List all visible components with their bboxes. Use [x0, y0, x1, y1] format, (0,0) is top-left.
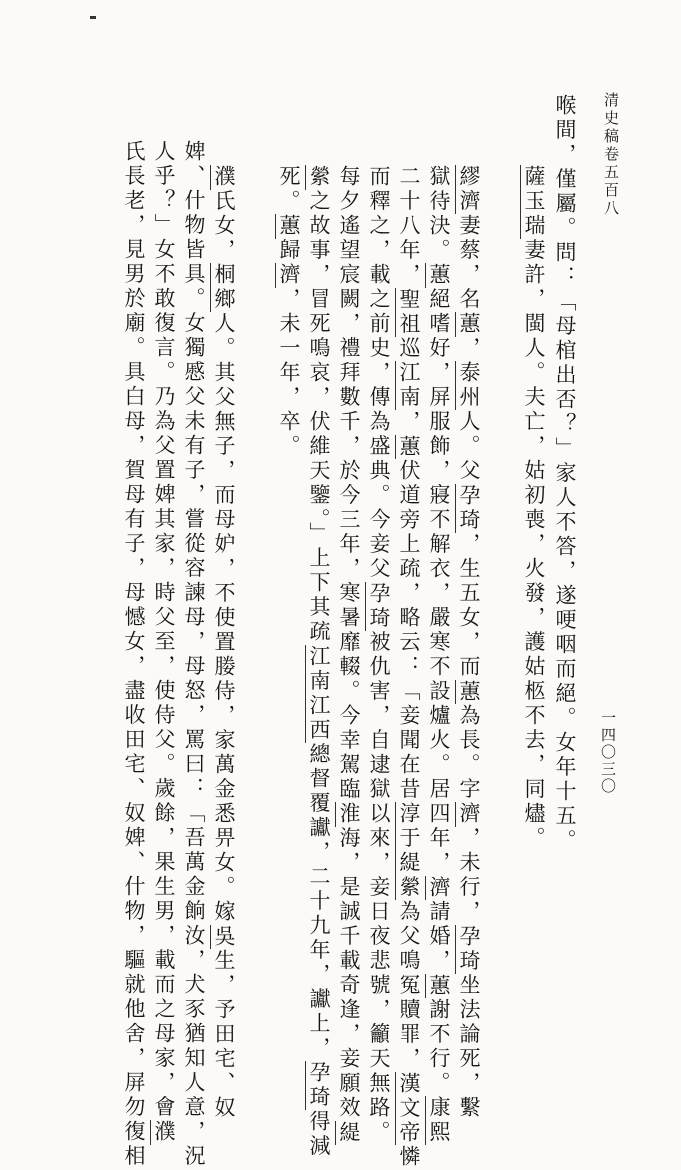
proper-name: 濮: [212, 165, 236, 190]
running-header: 清史稿卷五百八: [602, 92, 620, 218]
text-run: 得減: [307, 1110, 331, 1159]
proper-name: 聖祖: [397, 287, 421, 337]
text-run: 人。父: [457, 410, 481, 484]
text-run: 二十八年，: [397, 165, 421, 288]
text-run: ，生五女，而: [457, 532, 481, 680]
text-run: 妻許，閩人。夫亡，姑初喪，火發，護姑柩不去，同燼。: [522, 238, 546, 851]
text-run: 人乎？」女不敢復言。乃為父置婢其家，時父至，使侍父。歲餘，果生男，載而之母家，會: [152, 140, 176, 1120]
proper-name: 蕙: [397, 434, 421, 459]
text-run: 伏道旁上疏，略云：「妾聞在昔: [397, 459, 421, 802]
text-column: [182, 140, 206, 1169]
text-run: 憐: [397, 1145, 421, 1170]
proper-name: 濟: [427, 875, 451, 900]
proper-name: 濟: [457, 802, 481, 827]
text-run: 絕嗜好，屏服飾，寢不解衣，嚴寒不設爐火。居四年，: [427, 287, 451, 876]
proper-name: 薩玉瑞: [522, 165, 546, 239]
proper-name: 江南江西: [307, 644, 331, 743]
text-run: 氏長老，見男於廟。具白母，賀母有子，母憾女，盡收田宅、奴婢、什物，驅就他舍，屏勿復相: [122, 140, 146, 1169]
proper-name: 吳: [212, 924, 236, 949]
proper-name: 康熙: [427, 1096, 451, 1145]
proper-name: 淳于緹縈: [397, 802, 421, 900]
text-column: [307, 165, 331, 1159]
proper-name: 蕙: [427, 973, 451, 998]
proper-name: 縈: [307, 165, 331, 190]
text-run: 死。: [277, 165, 301, 214]
text-run: 請婚，: [427, 900, 451, 974]
text-run: 為長。字: [457, 704, 481, 802]
proper-name: 濮: [152, 1120, 176, 1145]
text-column: [277, 165, 301, 459]
text-run: 歸: [277, 238, 301, 263]
proper-name: 蕙: [277, 214, 301, 239]
proper-name: 蕙: [427, 263, 451, 288]
text-run: 謝不行。: [427, 998, 451, 1096]
text-run: 每夕遙望宸闕，禮拜數千，於今三年，寒暑靡輟。今幸駕臨: [337, 165, 361, 802]
text-run: 被仇害，自逮獄以來，妾日夜悲號，籲天無路。: [367, 630, 391, 1145]
text-column: [457, 165, 481, 1121]
text-run: 妻蔡，名: [457, 214, 481, 312]
text-run: 獄待決。: [427, 165, 451, 263]
text-column: [122, 140, 146, 1169]
text-run: 之故事，冒死鳴哀，伏維天鑒。」上下其疏: [307, 189, 331, 645]
text-run: 而釋之，載之前史，傳為盛典。今妾父: [367, 165, 391, 582]
proper-name: 濟: [277, 263, 301, 288]
proper-name: 江南: [397, 361, 421, 410]
text-run: 喉間，僅屬。問：「母棺出否？」家人不答，遂哽咽而絕。女年十五。: [553, 94, 577, 854]
text-column: [212, 165, 236, 1121]
text-column: [152, 140, 176, 1145]
proper-name: 桐鄉: [212, 263, 236, 312]
proper-name: 孕琦: [367, 581, 391, 631]
print-mark: [90, 16, 96, 19]
text-run: ，: [457, 336, 481, 361]
text-column: [522, 165, 546, 851]
proper-name: 漢文帝: [397, 1071, 421, 1145]
text-column: [337, 165, 361, 1145]
text-column: [397, 165, 421, 1170]
text-column: [553, 94, 577, 854]
text-run: 海，是誠千載奇逢，妾願效: [337, 826, 361, 1121]
text-run: 人。其父無子，而母妒，不使置媵侍，家萬金悉畀女。嫁: [212, 312, 236, 925]
text-run: 巡: [397, 336, 421, 361]
text-column: [427, 165, 451, 1145]
text-run: ，未一年，卒。: [277, 287, 301, 459]
text-run: 婢、什物皆具。女獨慼父未有子，嘗從容諫母，母怒，罵曰：「吾萬金餉汝，犬豕猶知人意，況: [182, 140, 206, 1169]
text-run: 生，予田宅、奴: [212, 949, 236, 1121]
proper-name: 淮: [337, 802, 361, 827]
proper-name: 孕琦: [457, 483, 481, 533]
proper-name: 緹: [337, 1120, 361, 1145]
text-run: ，: [397, 410, 421, 435]
text-column: [367, 165, 391, 1145]
proper-name: 蕙: [457, 679, 481, 704]
page-number: 一四〇三〇: [599, 710, 617, 795]
proper-name: 蕙: [457, 312, 481, 337]
proper-name: 泰州: [457, 361, 481, 410]
proper-name: 孕琦: [307, 1061, 331, 1110]
proper-name: 孕琦: [457, 924, 481, 974]
text-run: 氏女，: [212, 189, 236, 263]
text-run: 總督覆讞，二十九年，讞上，: [307, 742, 331, 1061]
text-run: ，未行，: [457, 826, 481, 925]
proper-name: 繆濟: [457, 165, 481, 214]
text-run: 坐法論死，繫: [457, 973, 481, 1121]
text-run: 為父鳴冤贖罪，: [397, 900, 421, 1072]
